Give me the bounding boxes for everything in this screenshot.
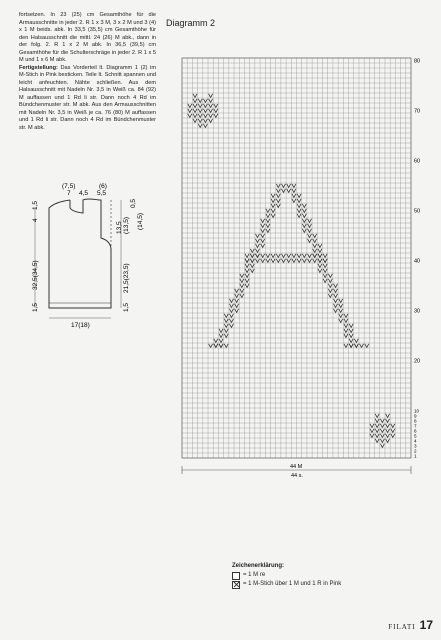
stitch-mark bbox=[375, 429, 379, 433]
stitch-mark bbox=[328, 284, 332, 288]
label-top-mid: 4,5 bbox=[79, 190, 89, 197]
stitch-mark bbox=[281, 259, 285, 263]
stitch-mark bbox=[302, 214, 306, 218]
stitch-mark bbox=[229, 314, 233, 318]
label-left-top: 1,5 bbox=[32, 200, 39, 210]
stitch-mark bbox=[209, 109, 213, 113]
stitch-mark bbox=[193, 94, 197, 98]
stitch-mark bbox=[339, 299, 343, 303]
stitch-mark bbox=[302, 254, 306, 258]
stitch-mark bbox=[261, 229, 265, 233]
stitch-mark bbox=[229, 299, 233, 303]
stitch-mark bbox=[339, 314, 343, 318]
row-label: 20 bbox=[414, 358, 421, 365]
stitch-mark bbox=[349, 344, 353, 348]
stitch-mark bbox=[240, 289, 244, 293]
legend-heading: Zeichenerklärung: bbox=[232, 563, 285, 569]
stitch-mark bbox=[188, 104, 192, 108]
stitch-mark bbox=[271, 259, 275, 263]
stitch-mark bbox=[380, 429, 384, 433]
stitch-mark bbox=[328, 294, 332, 298]
stitch-mark bbox=[287, 184, 291, 188]
label-top-left: (7,5) bbox=[62, 183, 76, 190]
stitch-mark bbox=[297, 209, 301, 213]
stitch-mark bbox=[297, 259, 301, 263]
legend-item-knit bbox=[232, 571, 341, 580]
label-top-left2: 7 bbox=[67, 190, 71, 197]
stitch-mark bbox=[271, 204, 275, 208]
stitch-mark bbox=[323, 259, 327, 263]
stitch-mark bbox=[391, 434, 395, 438]
front-outline bbox=[49, 199, 111, 308]
stitch-mark bbox=[287, 254, 291, 258]
stitch-mark bbox=[349, 334, 353, 338]
legend-item-stitch bbox=[232, 580, 341, 589]
stitch-mark bbox=[235, 309, 239, 313]
stitch-mark bbox=[250, 249, 254, 253]
label-right-b2: 0,5 bbox=[130, 198, 137, 208]
stitch-mark bbox=[219, 334, 223, 338]
width-label: 44 M bbox=[290, 464, 303, 470]
stitch-mark bbox=[308, 219, 312, 223]
stitch-mark bbox=[308, 259, 312, 263]
stitch-mark bbox=[261, 224, 265, 228]
label-right-main: 21,5(23,5) bbox=[123, 263, 130, 293]
stitch-mark bbox=[302, 259, 306, 263]
stitch-mark bbox=[261, 239, 265, 243]
row-label: 8 bbox=[414, 418, 417, 424]
stitch-mark bbox=[198, 109, 202, 113]
stitch-mark bbox=[261, 234, 265, 238]
stitch-mark bbox=[318, 249, 322, 253]
stitch-mark bbox=[292, 254, 296, 258]
stitch-mark bbox=[271, 214, 275, 218]
stitch-mark bbox=[271, 194, 275, 198]
stitch-mark bbox=[323, 254, 327, 258]
stitch-mark bbox=[334, 284, 338, 288]
stitch-mark bbox=[308, 234, 312, 238]
legend bbox=[232, 562, 341, 589]
stitch-mark bbox=[240, 279, 244, 283]
stitch-mark bbox=[198, 124, 202, 128]
stitch-mark bbox=[360, 344, 364, 348]
stitch-mark bbox=[266, 219, 270, 223]
stitch-mark bbox=[302, 204, 306, 208]
stitch-mark bbox=[318, 244, 322, 248]
stitch-mark bbox=[339, 304, 343, 308]
stitch-mark bbox=[308, 229, 312, 233]
stitch-mark bbox=[323, 279, 327, 283]
stitch-mark bbox=[323, 269, 327, 273]
stitch-mark bbox=[297, 199, 301, 203]
stitch-mark bbox=[255, 234, 259, 238]
stitch-mark bbox=[344, 334, 348, 338]
stitch-mark bbox=[386, 419, 390, 423]
stitch-mark bbox=[334, 289, 338, 293]
row-label: 7 bbox=[414, 423, 417, 429]
stitch-mark bbox=[188, 109, 192, 113]
row-label: 5 bbox=[414, 433, 417, 439]
stitch-mark bbox=[261, 219, 265, 223]
stitch-mark bbox=[292, 184, 296, 188]
stitch-mark bbox=[318, 269, 322, 273]
page-number: 17 bbox=[419, 618, 433, 632]
row-label: 3 bbox=[414, 443, 417, 449]
stitch-mark bbox=[276, 194, 280, 198]
stitch-mark bbox=[209, 119, 213, 123]
stitch-mark bbox=[203, 104, 207, 108]
stitch-mark bbox=[255, 244, 259, 248]
stitch-mark bbox=[240, 284, 244, 288]
stitch-mark bbox=[354, 339, 358, 343]
stitch-mark bbox=[276, 204, 280, 208]
stitch-mark bbox=[209, 104, 213, 108]
stitch-mark bbox=[224, 329, 228, 333]
legend-item2-text: = 1 M-Stich über 1 M und 1 R in Pink bbox=[243, 581, 342, 587]
garment-schematic bbox=[15, 178, 155, 338]
stitch-mark bbox=[334, 294, 338, 298]
stitch-mark bbox=[203, 124, 207, 128]
stitch-mark bbox=[214, 339, 218, 343]
stitch-mark bbox=[193, 109, 197, 113]
width-label2: 44 s. bbox=[291, 473, 303, 479]
row-label: 2 bbox=[414, 448, 417, 454]
stitch-mark bbox=[271, 199, 275, 203]
stitch-mark bbox=[313, 259, 317, 263]
stitch-mark bbox=[349, 329, 353, 333]
stitch-mark bbox=[287, 259, 291, 263]
stitch-mark bbox=[261, 259, 265, 263]
stitch-mark bbox=[255, 239, 259, 243]
stitch-mark bbox=[250, 269, 254, 273]
stitch-mark bbox=[281, 184, 285, 188]
row-label: 9 bbox=[414, 413, 417, 419]
stitch-mark bbox=[261, 254, 265, 258]
stitch-mark bbox=[224, 334, 228, 338]
stitch-mark bbox=[292, 189, 296, 193]
stitch-mark bbox=[209, 99, 213, 103]
stitch-mark bbox=[375, 414, 379, 418]
stitch-mark bbox=[386, 439, 390, 443]
stitch-mark bbox=[370, 429, 374, 433]
stitch-mark bbox=[198, 99, 202, 103]
stitch-mark bbox=[229, 309, 233, 313]
stitch-mark bbox=[255, 254, 259, 258]
stitch-mark bbox=[193, 104, 197, 108]
stitch-mark bbox=[328, 279, 332, 283]
stitch-mark bbox=[250, 264, 254, 268]
row-label: 6 bbox=[414, 428, 417, 434]
stitch-mark bbox=[339, 309, 343, 313]
stitch-mark bbox=[235, 299, 239, 303]
label-left-main: 32,5(34,5) bbox=[32, 260, 39, 290]
stitch-mark bbox=[250, 254, 254, 258]
stitch-mark bbox=[354, 344, 358, 348]
stitch-mark bbox=[370, 434, 374, 438]
stitch-mark bbox=[219, 329, 223, 333]
stitch-mark bbox=[292, 259, 296, 263]
stitch-mark bbox=[235, 304, 239, 308]
stitch-mark bbox=[203, 114, 207, 118]
stitch-mark bbox=[313, 254, 317, 258]
stitch-mark bbox=[235, 289, 239, 293]
stitch-mark bbox=[245, 264, 249, 268]
stitch-mark bbox=[349, 339, 353, 343]
stitch-mark bbox=[214, 114, 218, 118]
stitch-mark bbox=[224, 319, 228, 323]
stitch-mark bbox=[229, 319, 233, 323]
stitch-mark bbox=[318, 259, 322, 263]
stitch-mark bbox=[224, 314, 228, 318]
stitch-mark bbox=[266, 259, 270, 263]
row-label: 40 bbox=[414, 258, 421, 265]
stitch-mark bbox=[375, 424, 379, 428]
stitch-mark bbox=[302, 209, 306, 213]
stitch-mark bbox=[214, 104, 218, 108]
stitch-mark bbox=[198, 114, 202, 118]
stitch-mark bbox=[266, 229, 270, 233]
stitch-mark bbox=[302, 229, 306, 233]
cross-square-icon bbox=[232, 581, 240, 589]
stitch-mark bbox=[276, 184, 280, 188]
label-right-bottom: 1,5 bbox=[123, 302, 130, 312]
stitch-mark bbox=[266, 214, 270, 218]
stitch-mark bbox=[214, 344, 218, 348]
stitch-mark bbox=[313, 244, 317, 248]
stitch-mark bbox=[209, 344, 213, 348]
stitch-mark bbox=[318, 264, 322, 268]
stitch-mark bbox=[323, 264, 327, 268]
stitch-mark bbox=[334, 309, 338, 313]
stitch-mark bbox=[276, 189, 280, 193]
stitch-mark bbox=[328, 274, 332, 278]
stitch-mark bbox=[323, 274, 327, 278]
label-top-right2: 5,5 bbox=[97, 190, 107, 197]
stitch-mark bbox=[203, 99, 207, 103]
row-label: 4 bbox=[414, 438, 417, 444]
fertigstellung-text: Das Vorderteil lt. Diagramm 1 (2) im M-Stich in Pink besticken. Teile lt. Schnitt spannen und leicht anfeuchten. Nähte schließen. Aus dem Halsausschnitt mit Nadeln Nr. 3,5 in Weiß ca. 84 (92) M auffassen und 1 Rd li str. Dann noch 4 Rd im Bündchenmuster str. M abk. Aus den Armausschnitten mit Nadeln Nr. 3,5 in Weiß je ca. 76 (80) M auffassen und 1 Rd li str. Dann noch 4 Rd im Bündchenmuster str. M abk. bbox=[19, 64, 156, 131]
paragraph-1: fortsetzen. In 23 (25) cm Gesamthöhe für die Armausschnitte in jeder 2. R 1 x 3 M, 3 x 2 M und 3 (4) x 1 M beids. abk. In 33,5 (35,5) cm Gesamthöhe für den Halsausschnitt die mittl. 24 (26) M abk., dann in der folg. 2. R 1 x 2 M abk. In 36,5 (39,5) cm Gesamthöhe für die Schulterschräge in jeder 2. R 1 x 5 M und 1 x 6 M abk. bbox=[19, 12, 156, 63]
stitch-mark bbox=[240, 294, 244, 298]
stitch-mark bbox=[193, 114, 197, 118]
stitch-chart bbox=[150, 40, 440, 500]
stitch-mark bbox=[245, 274, 249, 278]
stitch-mark bbox=[308, 254, 312, 258]
stitch-mark bbox=[266, 224, 270, 228]
stitch-mark bbox=[308, 239, 312, 243]
stitch-mark bbox=[287, 189, 291, 193]
row-numbers bbox=[414, 59, 420, 459]
brand-name: FILATI bbox=[388, 623, 416, 631]
stitch-mark bbox=[386, 429, 390, 433]
stitch-mark bbox=[219, 344, 223, 348]
stitch-mark bbox=[386, 424, 390, 428]
stitch-mark bbox=[214, 109, 218, 113]
stitch-mark bbox=[297, 214, 301, 218]
stitch-mark bbox=[292, 194, 296, 198]
row-label: 30 bbox=[414, 308, 421, 315]
stitch-mark bbox=[209, 114, 213, 118]
stitch-mark bbox=[328, 289, 332, 293]
label-right-a2: 13,5 bbox=[116, 221, 123, 234]
stitch-mark bbox=[391, 429, 395, 433]
stitch-mark bbox=[276, 254, 280, 258]
row-label: 60 bbox=[414, 158, 421, 165]
stitch-mark bbox=[313, 239, 317, 243]
stitch-mark bbox=[245, 279, 249, 283]
stitch-mark bbox=[297, 204, 301, 208]
label-right-b: (14,5) bbox=[137, 213, 144, 230]
stitch-mark bbox=[245, 269, 249, 273]
stitch-mark bbox=[188, 114, 192, 118]
legend-item1-text: = 1 M re bbox=[243, 572, 266, 578]
stitch-mark bbox=[250, 259, 254, 263]
row-label: 10 bbox=[414, 408, 420, 414]
stitch-mark bbox=[302, 224, 306, 228]
grid-lines bbox=[182, 58, 411, 458]
label-left-top2: 4 bbox=[32, 218, 39, 222]
stitch-mark bbox=[240, 274, 244, 278]
label-bottom: 17(18) bbox=[71, 322, 90, 329]
page-footer bbox=[388, 618, 433, 632]
stitch-mark bbox=[255, 249, 259, 253]
stitch-mark bbox=[271, 209, 275, 213]
stitch-mark bbox=[313, 249, 317, 253]
stitch-mark bbox=[308, 224, 312, 228]
stitch-mark bbox=[344, 319, 348, 323]
stitch-mark bbox=[391, 424, 395, 428]
paragraph-2 bbox=[19, 65, 156, 133]
row-label: 70 bbox=[414, 108, 421, 115]
stitch-mark bbox=[203, 109, 207, 113]
stitch-mark bbox=[235, 294, 239, 298]
stitch-mark bbox=[229, 304, 233, 308]
stitch-mark bbox=[386, 434, 390, 438]
label-top-right: (6) bbox=[99, 183, 107, 190]
stitch-mark bbox=[297, 254, 301, 258]
label-right-a: (13,5) bbox=[123, 217, 130, 234]
stitch-mark bbox=[224, 344, 228, 348]
stitch-mark bbox=[292, 199, 296, 203]
stitch-mark bbox=[339, 319, 343, 323]
stitch-mark bbox=[203, 119, 207, 123]
stitch-mark bbox=[344, 329, 348, 333]
stitch-mark bbox=[386, 414, 390, 418]
stitch-mark bbox=[224, 324, 228, 328]
fertigstellung-heading: Fertigstellung: bbox=[19, 64, 58, 71]
stitch-mark bbox=[198, 119, 202, 123]
instructions-text bbox=[19, 12, 156, 132]
stitch-mark bbox=[349, 324, 353, 328]
stitch-mark bbox=[313, 234, 317, 238]
stitch-mark bbox=[245, 284, 249, 288]
stitch-mark bbox=[375, 439, 379, 443]
stitch-mark bbox=[255, 259, 259, 263]
stitch-mark bbox=[245, 259, 249, 263]
stitch-mark bbox=[229, 324, 233, 328]
stitch-mark bbox=[266, 209, 270, 213]
stitch-mark bbox=[380, 419, 384, 423]
stitch-mark bbox=[380, 424, 384, 428]
chart-grid bbox=[182, 58, 411, 458]
stitch-mark bbox=[318, 254, 322, 258]
stitch-mark bbox=[198, 104, 202, 108]
stitch-mark bbox=[344, 344, 348, 348]
stitch-mark bbox=[380, 434, 384, 438]
stitch-mark bbox=[302, 219, 306, 223]
stitch-mark bbox=[375, 434, 379, 438]
diagram-title: Diagramm 2 bbox=[166, 18, 216, 28]
stitch-mark bbox=[261, 244, 265, 248]
stitch-mark bbox=[297, 194, 301, 198]
stitch-mark bbox=[380, 439, 384, 443]
stitch-mark bbox=[276, 199, 280, 203]
stitch-mark bbox=[375, 419, 379, 423]
stitch-mark bbox=[245, 254, 249, 258]
stitch-mark bbox=[365, 344, 369, 348]
empty-square-icon bbox=[232, 572, 240, 580]
stitch-mark bbox=[344, 314, 348, 318]
stitch-mark bbox=[370, 424, 374, 428]
stitch-mark bbox=[276, 259, 280, 263]
stitch-mark bbox=[266, 254, 270, 258]
stitch-mark bbox=[193, 99, 197, 103]
stitch-mark bbox=[219, 339, 223, 343]
label-left-bottom: 1,5 bbox=[32, 302, 39, 312]
stitch-mark bbox=[334, 299, 338, 303]
row-label: 50 bbox=[414, 208, 421, 215]
stitch-mark bbox=[193, 119, 197, 123]
row-label: 80 bbox=[414, 58, 421, 65]
stitch-mark bbox=[344, 324, 348, 328]
stitch-mark bbox=[334, 304, 338, 308]
stitch-mark bbox=[281, 254, 285, 258]
stitch-mark bbox=[209, 94, 213, 98]
row-label: 1 bbox=[414, 453, 417, 459]
stitch-mark bbox=[281, 189, 285, 193]
stitch-mark bbox=[380, 444, 384, 448]
stitch-mark bbox=[271, 254, 275, 258]
